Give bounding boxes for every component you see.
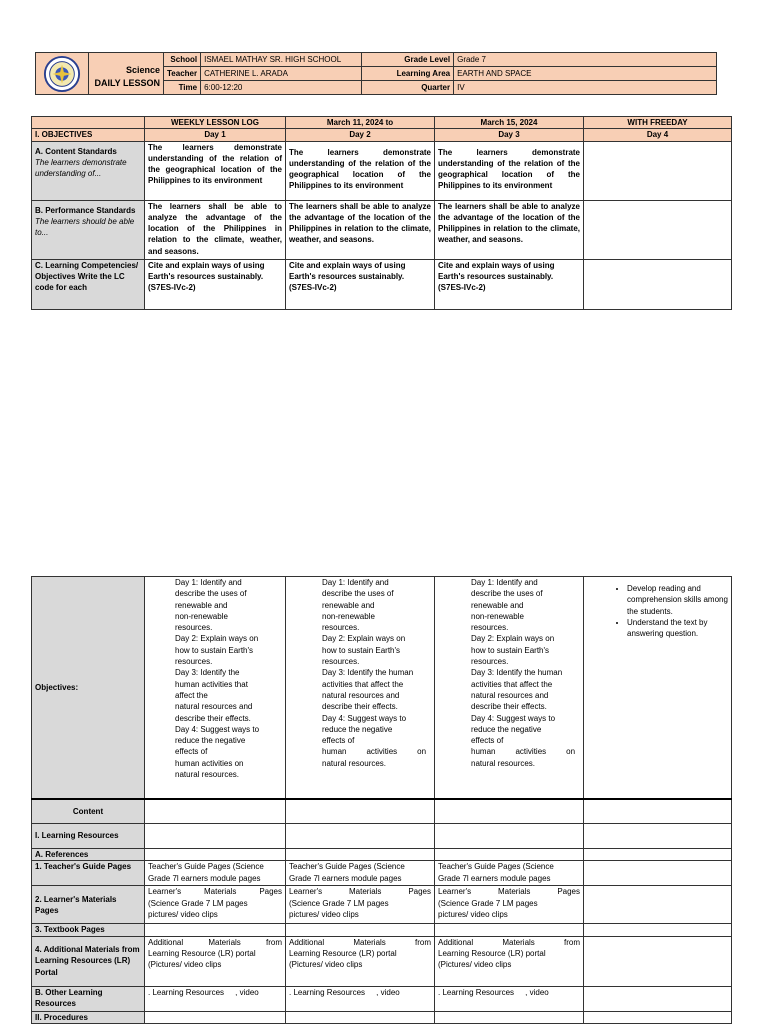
content-row (32, 799, 732, 824)
references-day2 (286, 849, 435, 861)
objective-line: Day 3: Identify the (175, 668, 240, 678)
performance-standards-row (32, 200, 732, 259)
learners-materials-day1 (145, 886, 286, 924)
objective-line: reduce the negative (471, 724, 542, 734)
header-cell-end-date: March 15, 2024 (435, 117, 584, 129)
additional-materials-line: (Pictures/ video clips (289, 960, 363, 970)
teachers-guide-day1 (145, 861, 286, 886)
learning-area-label: Learning Area (362, 67, 454, 81)
time-label: Time (164, 81, 201, 95)
learning-resources-row (32, 824, 732, 849)
content-standards-label-cell (32, 141, 145, 200)
objective-line: describe the uses of (471, 589, 543, 599)
learning-resources-day4 (584, 824, 732, 849)
objective-line: natural resources. (322, 758, 387, 768)
learning-resources-day1 (145, 824, 286, 849)
procedures-day4 (584, 1011, 732, 1023)
teachers-guide-line: Grade 7l earners module pages (438, 873, 551, 883)
objective-line: renewable and (175, 600, 228, 610)
teachers-guide-line: Teacher's Guide Pages (Science (438, 862, 554, 872)
objective-line: non-renewable (471, 611, 524, 621)
objective-line: resources. (175, 657, 213, 667)
objectives-day3 (435, 577, 584, 799)
textbook-day2 (286, 924, 435, 936)
performance-standards-sub: The learners should be able to... (35, 216, 135, 238)
objective-line: describe their effects. (471, 702, 547, 712)
performance-standards-label: B. Performance Standards (35, 205, 136, 215)
learners-materials-line: Learner's Materials Pages (289, 887, 431, 897)
content-day3 (435, 799, 584, 824)
objective-line: natural resources and (175, 702, 253, 712)
objective-line: Day 4: Suggest ways to (322, 713, 407, 723)
additional-materials-day1 (145, 936, 286, 986)
performance-standards-day1: The learners shall be able to analyze the advantage of the location of the Philippines in relation to the climate, weather, and seasons. (145, 200, 286, 259)
teacher-value: CATHERINE L. ARADA (201, 67, 362, 81)
textbook-day1 (145, 924, 286, 936)
objectives-day1 (145, 577, 286, 799)
learners-materials-line: pictures/ video clips (289, 909, 359, 919)
bullet-item: • Develop reading and comprehension skills among the students. (627, 583, 728, 617)
header-cell-start-date: March 11, 2024 to (286, 117, 435, 129)
content-standards-row (32, 141, 732, 200)
objective-line: human activities that (175, 679, 248, 689)
performance-standards-day3: The learners shall be able to analyze the advantage of the location of the Philippines in relation to the climate, weather, and seasons. (435, 200, 584, 259)
objective-line: natural resources. (471, 758, 536, 768)
objectives-day1-lines (175, 577, 282, 780)
content-standards-label: A. Content Standards (35, 146, 117, 156)
objective-line: activities that affect the (471, 679, 553, 689)
content-day1 (145, 799, 286, 824)
objective-line: effects of (471, 736, 504, 746)
procedures-day2 (286, 1011, 435, 1023)
objectives-day2-lines (322, 577, 431, 769)
textbook-day3 (435, 924, 584, 936)
objective-line: describe their effects. (322, 702, 398, 712)
learning-resources-label: I. Learning Resources (32, 824, 145, 849)
objective-line: describe the uses of (322, 589, 394, 599)
additional-materials-label: 4. Additional Materials from Learning Resources (LR) Portal (32, 936, 145, 986)
learners-materials-day2 (286, 886, 435, 924)
content-day4 (584, 799, 732, 824)
other-resources-row (32, 986, 732, 1011)
objective-line: reduce the negative (175, 736, 246, 746)
additional-materials-line: Learning Resource (LR) portal (289, 948, 397, 958)
competencies-label: C. Learning Competencies/ Objectives Write the LC code for each (32, 259, 145, 309)
objective-line: human activities on (175, 758, 244, 768)
objective-line: non-renewable (322, 611, 375, 621)
deped-seal-cell (36, 53, 89, 95)
competencies-day3: Cite and explain ways of using Earth's resources sustainably. (S7ES-IVc-2) (435, 259, 584, 309)
additional-materials-day3 (435, 936, 584, 986)
competencies-day4 (584, 259, 732, 309)
references-row (32, 849, 732, 861)
objective-line: reduce the negative (322, 724, 393, 734)
additional-materials-row (32, 936, 732, 986)
objective-line: Day 1: Identify and (322, 578, 389, 587)
objective-line: describe the uses of (175, 589, 247, 599)
objective-line: describe their effects. (175, 713, 251, 723)
objective-line: Day 4: Suggest ways to (471, 713, 556, 723)
objectives-day3-lines (471, 577, 580, 769)
objective-line: Day 3: Identify the human (471, 668, 563, 678)
objective-line: non-renewable (175, 611, 228, 621)
procedures-day3 (435, 1011, 584, 1023)
references-day3 (435, 849, 584, 861)
learners-materials-label: 2. Learner's Materials Pages (32, 886, 145, 924)
teacher-label: Teacher (164, 67, 201, 81)
school-value: ISMAEL MATHAY SR. HIGH SCHOOL (201, 53, 362, 67)
additional-materials-day4 (584, 936, 732, 986)
day-2-heading: Day 2 (286, 129, 435, 141)
objective-line: activities that affect the (322, 679, 404, 689)
header-cell-weekly-log: WEEKLY LESSON LOG (145, 117, 286, 129)
weekly-header-row (32, 117, 732, 129)
objective-line: effects of (175, 747, 208, 757)
content-standards-sub: The learners demonstrate understanding of... (35, 157, 127, 179)
teachers-guide-line: Teacher's Guide Pages (Science (148, 862, 264, 872)
learners-materials-day4 (584, 886, 732, 924)
content-standards-day4 (584, 141, 732, 200)
learners-materials-line: (Science Grade 7 LM pages (148, 898, 248, 908)
quarter-value: IV (454, 81, 717, 95)
competencies-day1: Cite and explain ways of using Earth's resources sustainably. (S7ES-IVc-2) (145, 259, 286, 309)
additional-materials-line: Additional Materials from (148, 937, 282, 947)
procedures-row (32, 1011, 732, 1023)
teachers-guide-day3 (435, 861, 584, 886)
teachers-guide-day4 (584, 861, 732, 886)
teachers-guide-line: Grade 7l earners module pages (148, 873, 261, 883)
lesson-title-cell (89, 53, 164, 95)
subject-label: Science (125, 64, 160, 75)
objective-line: effects of (322, 736, 355, 746)
objective-line: Day 2: Explain ways on (175, 634, 259, 644)
learners-materials-row (32, 886, 732, 924)
learners-materials-line: (Science Grade 7 LM pages (438, 898, 538, 908)
objective-line: human activities on (322, 747, 427, 757)
objectives-label: Objectives: (32, 577, 145, 799)
daily-lesson-label: DAILY LESSON (94, 77, 160, 88)
learners-materials-line: Learner's Materials Pages (148, 887, 282, 897)
learners-materials-line: pictures/ video clips (438, 909, 508, 919)
content-standards-day3: The learners demonstrate understanding of the relation of the geographical location of the Philippines to its environment (435, 141, 584, 200)
objective-line: natural resources and (471, 690, 549, 700)
content-standards-day1: The learners demonstrate understanding of the relation of the geographical location of the Philippines to its environment (145, 141, 286, 200)
objectives-resources-table (31, 576, 732, 1024)
quarter-label: Quarter (362, 81, 454, 95)
performance-standards-label-cell (32, 200, 145, 259)
bullet-item: • Understand the text by answering question. (627, 617, 728, 640)
procedures-label: II. Procedures (32, 1011, 145, 1023)
content-standards-day2: The learners demonstrate understanding of the relation of the geographical location of the Philippines to its environment (286, 141, 435, 200)
other-resources-label: B. Other Learning Resources (32, 986, 145, 1011)
grade-level-label: Grade Level (362, 53, 454, 67)
objectives-row (32, 577, 732, 799)
learners-materials-day3 (435, 886, 584, 924)
textbook-row (32, 924, 732, 936)
day-3-heading: Day 3 (435, 129, 584, 141)
procedures-day1 (145, 1011, 286, 1023)
objective-line: renewable and (471, 600, 524, 610)
learning-resources-day2 (286, 824, 435, 849)
grade-level-value: Grade 7 (454, 53, 717, 67)
header-cell-blank (32, 117, 145, 129)
other-resources-day1: . Learning Resources , video (145, 986, 286, 1011)
objectives-day2 (286, 577, 435, 799)
objective-line: affect the (175, 690, 208, 700)
performance-standards-day2: The learners shall be able to analyze the advantage of the location of the Philippines in relation to the climate, weather, and seasons. (286, 200, 435, 259)
objective-line: natural resources. (175, 770, 240, 780)
additional-materials-line: Additional Materials from (289, 937, 431, 947)
learning-resources-day3 (435, 824, 584, 849)
objective-line: how to sustain Earth's (322, 645, 401, 655)
teachers-guide-label: 1. Teacher's Guide Pages (32, 861, 145, 886)
textbook-day4 (584, 924, 732, 936)
performance-standards-day4 (584, 200, 732, 259)
additional-materials-line: (Pictures/ video clips (438, 960, 512, 970)
learners-materials-line: (Science Grade 7 LM pages (289, 898, 389, 908)
objective-line: how to sustain Earth's (471, 645, 550, 655)
objective-line: Day 1: Identify and (175, 578, 242, 587)
objective-line: Day 1: Identify and (471, 578, 538, 587)
competencies-row (32, 259, 732, 309)
objective-line: resources. (471, 657, 509, 667)
objective-line: Day 2: Explain ways on (322, 634, 406, 644)
objective-line: human activities on (471, 747, 576, 757)
other-resources-day3: . Learning Resources , video (435, 986, 584, 1011)
lesson-header (35, 52, 717, 95)
learning-area-value: EARTH AND SPACE (454, 67, 717, 81)
objective-line: resources. (471, 623, 509, 633)
day-4-heading: Day 4 (584, 129, 732, 141)
objective-line: Day 2: Explain ways on (471, 634, 555, 644)
objectives-heading: I. OBJECTIVES (32, 129, 145, 141)
teachers-guide-line: Grade 7l earners module pages (289, 873, 402, 883)
objective-line: natural resources and (322, 690, 400, 700)
other-resources-day2: . Learning Resources , video (286, 986, 435, 1011)
objective-line: how to sustain Earth's (175, 645, 254, 655)
weekly-lesson-log-table (31, 116, 732, 310)
objective-line: resources. (322, 623, 360, 633)
textbook-label: 3. Textbook Pages (32, 924, 145, 936)
references-label: A. References (32, 849, 145, 861)
teachers-guide-day2 (286, 861, 435, 886)
additional-materials-line: Additional Materials from (438, 937, 580, 947)
additional-materials-line: (Pictures/ video clips (148, 960, 222, 970)
content-day2 (286, 799, 435, 824)
header-cell-freeday: WITH FREEDAY (584, 117, 732, 129)
objectives-day4-bullets (587, 583, 728, 639)
deped-seal-icon (43, 55, 81, 93)
additional-materials-day2 (286, 936, 435, 986)
time-value: 6:00-12:20 (201, 81, 362, 95)
objective-line: Day 3: Identify the human (322, 668, 414, 678)
objective-line: Day 4: Suggest ways to (175, 724, 260, 734)
learners-materials-line: pictures/ video clips (148, 909, 218, 919)
teachers-guide-line: Teacher's Guide Pages (Science (289, 862, 405, 872)
additional-materials-line: Learning Resource (LR) portal (148, 948, 256, 958)
additional-materials-line: Learning Resource (LR) portal (438, 948, 546, 958)
references-day1 (145, 849, 286, 861)
other-resources-day4 (584, 986, 732, 1011)
objective-line: resources. (322, 657, 360, 667)
content-label: Content (32, 799, 145, 824)
competencies-day2: Cite and explain ways of using Earth's resources sustainably. (S7ES-IVc-2) (286, 259, 435, 309)
school-label: School (164, 53, 201, 67)
objective-line: resources. (175, 623, 213, 633)
day-1-heading: Day 1 (145, 129, 286, 141)
teachers-guide-row (32, 861, 732, 886)
objectives-day-row (32, 129, 732, 141)
learners-materials-line: Learner's Materials Pages (438, 887, 580, 897)
objectives-day4 (584, 577, 732, 799)
references-day4 (584, 849, 732, 861)
objective-line: renewable and (322, 600, 375, 610)
